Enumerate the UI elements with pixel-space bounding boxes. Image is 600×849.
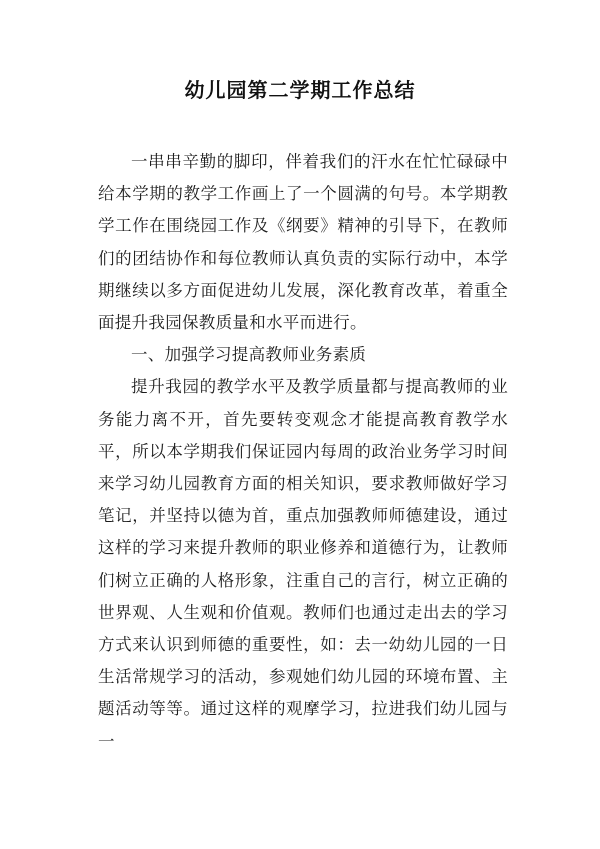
section-heading: 一、加强学习提高教师业务素质 bbox=[131, 345, 367, 365]
section-paragraph: 提升我园的教学水平及教学质量都与提高教师的业务能力离不开，首先要转变观念才能提高教育教学水平，所以本学期我们保证园内每周的政治业务学习时间来学习幼儿园教育方面的相关知识，要求教师做好学习笔记，并坚持以德为首，重点加强教师师德建设，通过这样的学习来提升教师的职业修养和道德行为，让教师们树立正确的人格形象，注重自己的言行，树立正确的世界观、人生观和价值观。教师们也通过走出去的学习方式来认识到师德的重要性，如：去一幼幼儿园的一日生活常规学习的活动，参观她们幼儿园的环境布置、主题活动等等。通过这样的观摩学习，拉进我们幼儿园与一 bbox=[98, 377, 508, 751]
intro-paragraph: 一串串辛勤的脚印，伴着我们的汗水在忙忙碌碌中给本学期的教学工作画上了一个圆满的句号。本学期教学工作在围绕园工作及《纲要》精神的引导下，在教师们的团结协作和每位教师认真负责的实际行动中，本学期继续以多方面促进幼儿发展，深化教育改革，着重全面提升我园保教质量和水平而进行。 bbox=[98, 152, 508, 333]
document-title: 幼儿园第二学期工作总结 bbox=[184, 78, 416, 102]
document-body bbox=[98, 146, 508, 758]
